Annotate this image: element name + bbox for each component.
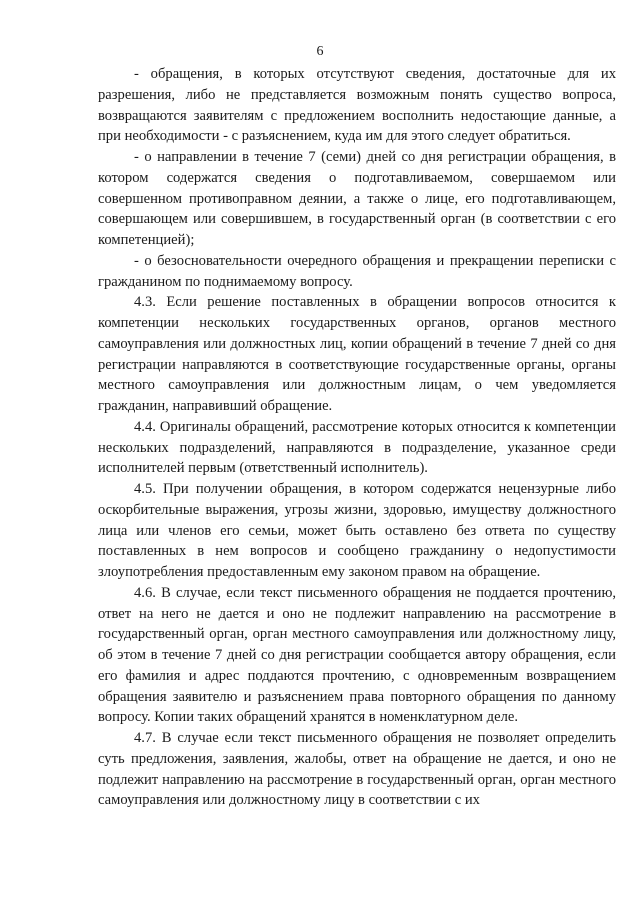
paragraph-incomplete-info: - обращения, в которых отсутствуют сведения, достаточные для их разрешения, либо не представляется возможным понять существо вопроса, возвращаются заявителям с предложением восполнить недостающие данные, а при необходимости - с разъяснением, куда им для этого следует обратиться.	[98, 66, 616, 145]
paragraph-4-3: 4.3. Если решение поставленных в обращении вопросов относится к компетенции нескольких государственных органов, органов местного самоуправления или должностных лиц, копии обращений в течение 7 дней со дня регистрации направляются в соответствующие государственные органы, органы местного самоуправления или должностным лицам, о чем уведомляется гражданин, направивший обращение.	[98, 294, 616, 414]
paragraph-redirect-unlawful-act: - о направлении в течение 7 (семи) дней со дня регистрации обращения, в котором содержатся сведения о подготавливаемом, совершаемом или совершенном противоправном деянии, а также о лице, его подготавливающем, совершающем или совершившем, в государственный орган (в соответствии с его компетенцией);	[98, 149, 616, 248]
document-body	[98, 64, 616, 811]
paragraph-4-4: 4.4. Оригиналы обращений, рассмотрение которых относится к компетенции нескольких подразделений, направляются в подразделение, указанное среди исполнителей первым (ответственный исполнитель).	[98, 418, 616, 477]
paragraph-4-5: 4.5. При получении обращения, в котором содержатся нецензурные либо оскорбительные выражения, угрозы жизни, здоровью, имуществу должностного лица или членов его семьи, может быть оставлено без ответа по существу поставленных в нем вопросов и сообщено гражданину о недопустимости злоупотребления предоставленным ему законом правом на обращение.	[98, 481, 616, 580]
paragraph-end-correspondence: - о безосновательности очередного обращения и прекращении переписки с гражданином по поднимаемому вопросу.	[98, 252, 616, 290]
paragraph-4-7: 4.7. В случае если текст письменного обращения не позволяет определить суть предложения, заявления, жалобы, ответ на обращение не дается, и оно не подлежит направлению на рассмотрение в государственный орган, орган местного самоуправления или должностному лицу в соответствии с их	[98, 730, 616, 809]
paragraph-4-6: 4.6. В случае, если текст письменного обращения не поддается прочтению, ответ на него не дается и оно не подлежит направлению на рассмотрение в государственный орган, орган местного самоуправления или должностному лицу, об этом в течение 7 дней со дня регистрации сообщается автору обращения, если его фамилия и адрес поддаются прочтению, с одновременным возвращением обращения заявителю и разъяснением права повторного обращения по данному вопросу. Копии таких обращений хранятся в номенклатурном деле.	[98, 584, 616, 726]
page-number: 6	[316, 44, 324, 59]
